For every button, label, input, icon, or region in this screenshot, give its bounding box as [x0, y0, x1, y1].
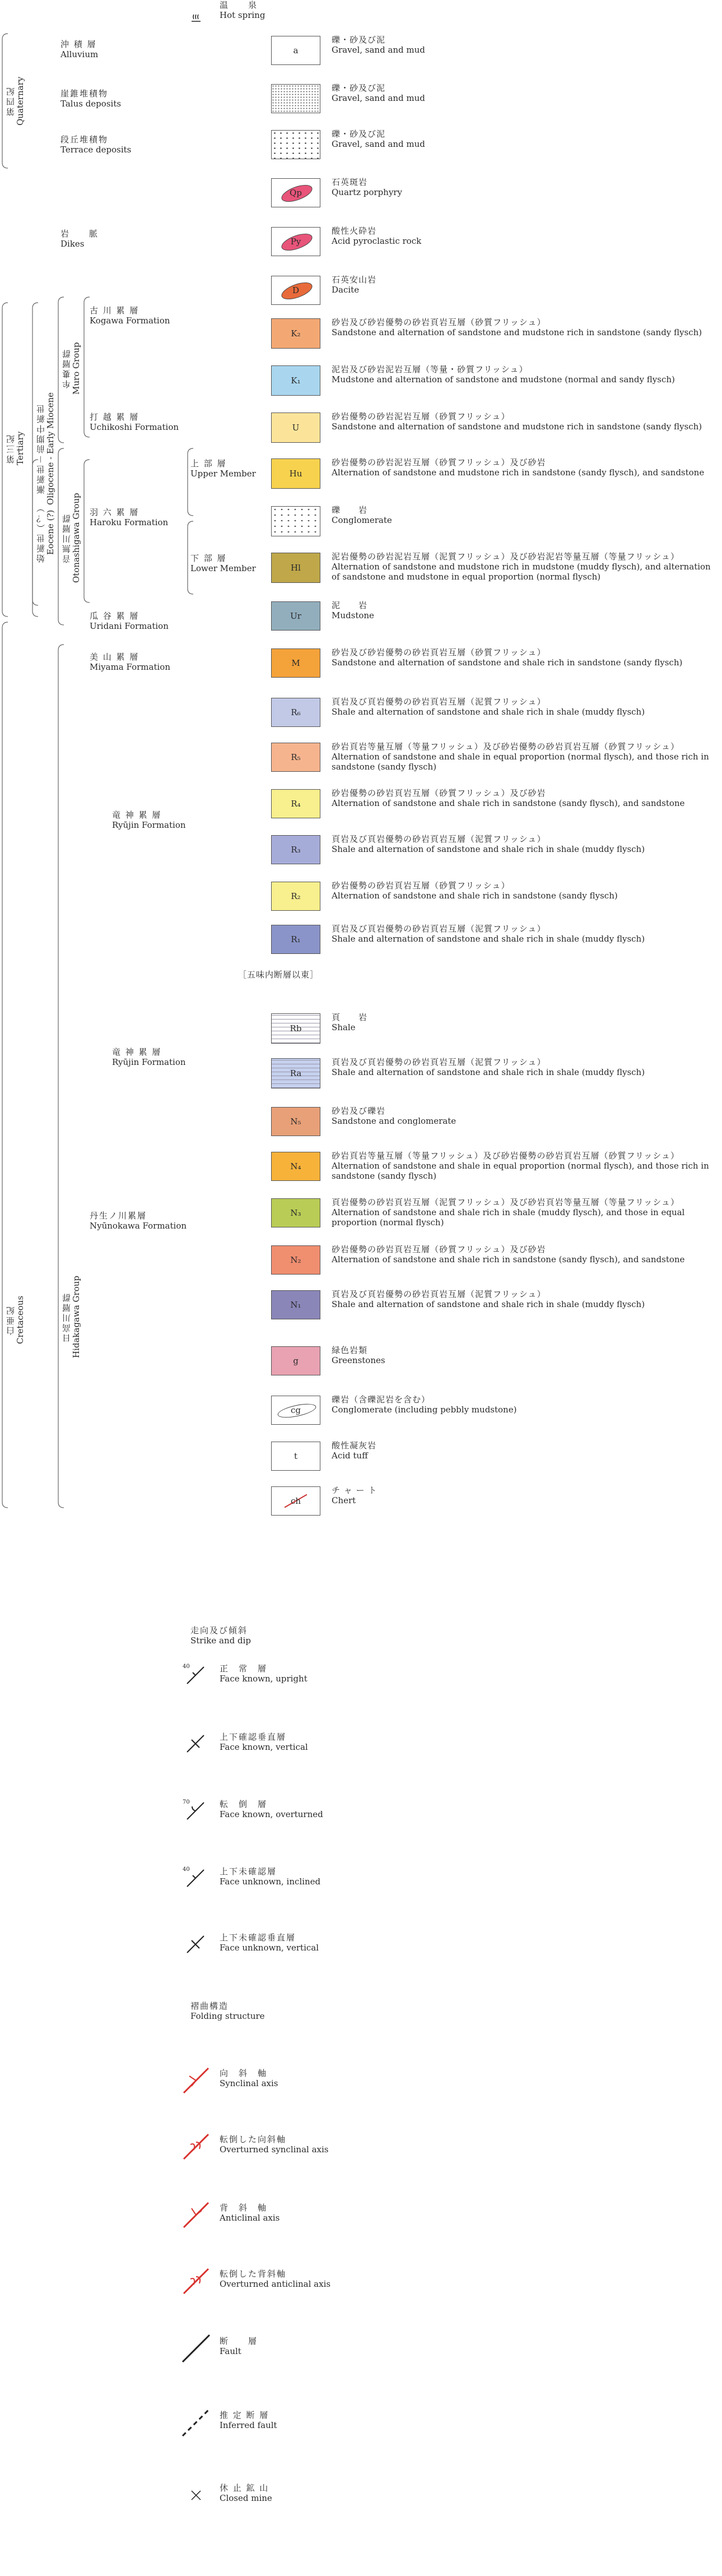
formation-haroku-en: Haroku Formation	[90, 517, 169, 527]
unit-desc-ja-20: 頁 岩	[332, 1012, 368, 1022]
formation-kogawa-ja: 古 川 累 層	[90, 305, 139, 316]
otonashigawa-en: Otonashigawa Group	[71, 493, 81, 583]
unit-desc-en-23: Alternation of sandstone and shale in equal proportion (normal flysch), and those rich in sandstone (sandy flysch)	[332, 1161, 709, 1181]
bracket-line	[58, 297, 64, 443]
unit-desc-en-30: Chert	[332, 1495, 356, 1505]
unit-code-30: ch	[290, 1496, 301, 1506]
unit-desc-en-3: Quartz porphyry	[332, 187, 402, 197]
formation-ryujin-en: Ryūjin Formation	[112, 820, 186, 830]
unit-code-18: R₂	[291, 891, 301, 901]
unit-desc-ja-12: 泥 岩	[332, 600, 368, 610]
unit-code-8: U	[292, 423, 300, 433]
unit-code-29: t	[294, 1451, 298, 1461]
formation-dikes-ja: 岩 脈	[60, 229, 99, 239]
unit-desc-en-18: Alternation of sandstone and shale rich in sandstone (sandy flysch)	[332, 891, 618, 901]
structure-fault-en: Fault	[220, 2346, 241, 2356]
formation-upper-ja: 上 部 層	[190, 458, 227, 469]
tertiary-en: Tertiary	[15, 431, 25, 466]
unit-desc-ja-19: 頁岩及び頁岩優勢の砂岩頁岩互層（泥質フリッシュ）	[332, 924, 546, 934]
bracket-line	[84, 297, 90, 437]
eocene-en: Eocene (?)	[45, 509, 55, 555]
unit-desc-ja-30: チ ャ ー ト	[332, 1485, 378, 1495]
formation-lower-ja: 下 部 層	[190, 553, 227, 563]
structure-anticline-en: Anticlinal axis	[220, 2213, 280, 2223]
unit-code-21: Ra	[290, 1068, 302, 1078]
unit-desc-en-28: Conglomerate (including pebbly mudstone)	[332, 1405, 517, 1415]
unit-desc-ja-15: 砂岩頁岩等量互層（等量フリッシュ）及び砂岩優勢の砂岩頁岩互層（砂質フリッシュ）	[332, 742, 680, 752]
unit-code-14: R₆	[291, 707, 301, 717]
structure-mine-en: Closed mine	[220, 2493, 272, 2503]
bracket-line	[188, 521, 193, 594]
formation-uchikoshi-ja: 打 越 累 層	[90, 412, 139, 422]
formation-dikes-en: Dikes	[60, 239, 85, 249]
bracket-line	[2, 34, 8, 168]
unit-desc-en-15: Alternation of sandstone and shale in equal proportion (normal flysch), and those rich in sandstone (sandy flysch)	[332, 752, 709, 772]
unit-desc-ja-6: 砂岩及び砂岩優勢の砂岩頁岩互層（砂質フリッシュ）	[332, 317, 546, 327]
unit-code-19: R₁	[291, 934, 301, 944]
bracket-line	[84, 460, 90, 603]
formation-upper-en: Upper Member	[190, 469, 256, 479]
formation-uchikoshi-en: Uchikoshi Formation	[90, 422, 179, 432]
tertiary-ja: 第三紀	[6, 433, 16, 464]
unit-desc-en-26: Shale and alternation of sandstone and shale rich in shale (muddy flysch)	[332, 1299, 645, 1309]
gomiuchi-fault-note: ［五味内断層以東］	[238, 970, 319, 980]
bracket-line	[2, 622, 8, 1508]
unit-desc-en-13: Sandstone and alternation of sandstone and shale rich in sandstone (sandy flysch)	[332, 657, 683, 668]
structure-overturned-ja: 転 倒 層	[220, 1799, 268, 1809]
unit-code-17: R₃	[291, 845, 301, 855]
formation-uridani-en: Uridani Formation	[90, 621, 169, 631]
unit-code-28: cg	[290, 1405, 301, 1415]
formation-terrace-en: Terrace deposits	[60, 145, 132, 155]
unit-code-24: N₃	[290, 1208, 301, 1218]
unit-desc-ja-4: 酸性火砕岩	[332, 226, 377, 236]
unit-desc-ja-24: 頁岩優勢の砂岩頁岩互層（泥質フリッシュ）及び砂岩頁岩等量互層（等量フリッシュ）	[332, 1197, 680, 1207]
structure-spring-en: Hot spring	[220, 10, 265, 20]
unit-desc-en-14: Shale and alternation of sandstone and shale rich in shale (muddy flysch)	[332, 707, 645, 717]
formation-lower-en: Lower Member	[190, 563, 256, 573]
structure-ov-syncline-en: Overturned synclinal axis	[220, 2144, 329, 2155]
unit-code-26: N₁	[290, 1300, 301, 1310]
formation-miyama-ja: 美 山 累 層	[90, 652, 139, 662]
unit-desc-en-25: Alternation of sandstone and shale rich in sandstone (sandy flysch), and sandstone	[332, 1254, 685, 1264]
structure-ov-anticline-en: Overturned anticlinal axis	[220, 2279, 331, 2289]
unit-code-23: N₄	[290, 1161, 301, 1171]
unit-desc-ja-0: 礫・砂及び泥	[332, 35, 386, 45]
unit-desc-ja-27: 緑色岩類	[332, 1345, 368, 1355]
hidakagawa-en: Hidakagawa Group	[71, 1276, 81, 1359]
unit-desc-ja-5: 石英安山岩	[332, 275, 377, 285]
unit-code-16: R₄	[291, 799, 301, 809]
unit-code-20: Rb	[290, 1023, 302, 1034]
unit-desc-en-20: Shale	[332, 1022, 356, 1032]
structure-inferred-en: Inferred fault	[220, 2420, 277, 2430]
unit-desc-ja-26: 頁岩及び頁岩優勢の砂岩頁岩互層（泥質フリッシュ）	[332, 1289, 546, 1299]
unit-desc-ja-21: 頁岩及び頁岩優勢の砂岩頁岩互層（泥質フリッシュ）	[332, 1057, 546, 1067]
unit-desc-ja-29: 酸性凝灰岩	[332, 1440, 377, 1451]
hidakagawa-ja: 日高川層群	[62, 1292, 72, 1342]
formation-talus-ja: 崖錐堆積物	[60, 89, 109, 99]
unit-code-27: g	[293, 1356, 299, 1366]
unit-desc-ja-2: 礫・砂及び泥	[332, 129, 386, 139]
structure-header-ja-0: 走向及び傾斜	[190, 1625, 248, 1636]
unit-code-22: N₅	[290, 1116, 301, 1127]
unit-desc-en-5: Dacite	[332, 285, 360, 295]
bracket-line	[188, 448, 193, 516]
structure-header-en-0: Strike and dip	[190, 1636, 251, 1646]
unit-desc-en-22: Sandstone and conglomerate	[332, 1116, 457, 1126]
bracket-line	[32, 460, 38, 605]
formation-terrace-ja: 段丘堆積物	[60, 135, 109, 145]
unit-code-13: M	[291, 658, 300, 668]
bracket-line	[58, 645, 64, 1508]
structure-inclined-en: Face unknown, inclined	[220, 1877, 321, 1887]
unit-desc-ja-25: 砂岩優勢の砂岩頁岩互層（砂質フリッシュ）及び砂岩	[332, 1244, 546, 1254]
formation-ryujin2-ja: 竜 神 累 層	[112, 1047, 162, 1057]
structure-mine-ja: 休 止 鉱 山	[220, 2483, 269, 2493]
dip-value: 40	[183, 1664, 190, 1670]
unit-desc-en-16: Alternation of sandstone and shale rich in sandstone (sandy flysch), and sandstone	[332, 798, 685, 808]
unit-desc-en-0: Gravel, sand and mud	[332, 45, 425, 55]
unit-desc-en-2: Gravel, sand and mud	[332, 139, 425, 149]
structure-inclined-ja: 上下未確認層	[220, 1866, 277, 1877]
structure-ov-anticline-ja: 転倒した背斜軸	[220, 2269, 287, 2279]
unit-desc-en-7: Mudstone and alternation of sandstone and mudstone (normal and sandy flysch)	[332, 374, 675, 384]
structure-upright-en: Face known, upright	[220, 1674, 308, 1684]
unit-desc-ja-16: 砂岩優勢の砂岩頁岩互層（砂質フリッシュ）及び砂岩	[332, 788, 546, 798]
structure-ov-syncline-ja: 転倒した向斜軸	[220, 2134, 287, 2144]
structure-inferred-ja: 推 定 断 層	[220, 2410, 269, 2420]
muro-en: Muro Group	[71, 342, 81, 395]
unit-desc-en-1: Gravel, sand and mud	[332, 93, 425, 103]
unit-desc-en-12: Mudstone	[332, 610, 374, 620]
structure-vertical-ja: 上下確認垂直層	[220, 1732, 287, 1742]
structure-spring-ja: 温 泉	[220, 0, 258, 10]
structure-syncline-ja: 向 斜 軸	[220, 2068, 268, 2078]
unit-desc-en-27: Greenstones	[332, 1355, 385, 1365]
eocene-ja: 始新世（？）	[36, 502, 46, 563]
formation-ryujin-ja: 竜 神 累 層	[112, 810, 162, 820]
formation-kogawa-en: Kogawa Formation	[90, 316, 170, 326]
muro-ja: 牟婁層群	[62, 348, 72, 389]
unit-desc-ja-9: 砂岩優勢の砂岩泥岩互層（砂質フリッシュ）及び砂岩	[332, 457, 546, 467]
quaternary-en: Quaternary	[15, 76, 25, 126]
unit-desc-ja-13: 砂岩及び砂岩優勢の砂岩頁岩互層（砂質フリッシュ）	[332, 647, 546, 657]
formation-miyama-en: Miyama Formation	[90, 662, 170, 672]
oligo-mio-en: Oligocene - Early Miocene	[45, 392, 55, 505]
unit-desc-en-21: Shale and alternation of sandstone and shale rich in shale (muddy flysch)	[332, 1067, 645, 1077]
unit-code-15: R₅	[291, 752, 301, 762]
structure-syncline-en: Synclinal axis	[220, 2078, 278, 2088]
unit-desc-ja-28: 礫岩（含礫泥岩を含む）	[332, 1394, 431, 1405]
unit-code-5: D	[292, 285, 300, 295]
unit-code-0: a	[293, 45, 299, 55]
unit-desc-en-10: Conglomerate	[332, 515, 392, 525]
dip-value: 70	[183, 1799, 190, 1805]
bracket-line	[2, 303, 8, 617]
structure-fault-ja: 断 層	[220, 2336, 258, 2346]
unit-code-3: Qp	[290, 188, 302, 198]
unit-code-6: K₂	[291, 328, 301, 339]
unit-desc-en-24: Alternation of sandstone and shale rich in shale (muddy flysch), and those in equal proportion (normal flysch)	[332, 1207, 685, 1227]
unit-desc-en-9: Alternation of sandstone and mudstone rich in sandstone (sandy flysch), and sandstone	[332, 467, 705, 478]
unit-desc-ja-11: 泥岩優勢の砂岩泥岩互層（泥質フリッシュ）及び砂岩泥岩等量互層（等量フリッシュ）	[332, 552, 680, 562]
unit-desc-en-17: Shale and alternation of sandstone and shale rich in shale (muddy flysch)	[332, 844, 645, 854]
unit-desc-en-4: Acid pyroclastic rock	[332, 236, 422, 246]
unit-desc-ja-1: 礫・砂及び泥	[332, 83, 386, 93]
formation-nyunokawa-en: Nyūnokawa Formation	[90, 1221, 187, 1231]
cretaceous-en: Cretaceous	[15, 1295, 25, 1345]
unit-desc-ja-23: 砂岩頁岩等量互層（等量フリッシュ）及び砂岩優勢の砂岩頁岩互層（砂質フリッシュ）	[332, 1151, 680, 1161]
unit-desc-en-29: Acid tuff	[332, 1451, 368, 1461]
structure-vertical-en: Face known, vertical	[220, 1742, 308, 1752]
unit-desc-en-19: Shale and alternation of sandstone and shale rich in shale (muddy flysch)	[332, 934, 645, 944]
unit-code-7: K₁	[291, 376, 301, 386]
structure-anticline-ja: 背 斜 軸	[220, 2203, 268, 2213]
structure-overturned-en: Face known, overturned	[220, 1809, 323, 1819]
unit-desc-ja-22: 砂岩及び礫岩	[332, 1106, 386, 1116]
unit-desc-en-6: Sandstone and alternation of sandstone and mudstone rich in sandstone (sandy flysch)	[332, 327, 702, 337]
unit-desc-ja-7: 泥岩及び砂岩泥岩互層（等量・砂質フリッシュ）	[332, 364, 528, 374]
quaternary-ja: 第四紀	[6, 86, 16, 116]
unit-desc-ja-18: 砂岩優勢の砂岩頁岩互層（砂質フリッシュ）	[332, 881, 510, 891]
oligo-mio-ja: 漸新世－前期中新世	[36, 403, 46, 494]
unit-code-12: Ur	[290, 611, 301, 621]
structure-unk-vertical-en: Face unknown, vertical	[220, 1943, 319, 1953]
structure-header-ja-6: 褶曲構造	[190, 2001, 229, 2011]
unit-code-11: Hl	[291, 563, 301, 573]
unit-desc-ja-8: 砂岩優勢の砂岩泥岩互層（砂質フリッシュ）	[332, 411, 510, 421]
formation-alluvium-en: Alluvium	[60, 49, 99, 59]
structure-upright-ja: 正 常 層	[220, 1664, 268, 1674]
unit-code-9: Hu	[289, 469, 302, 479]
otonashigawa-ja: 音無川層群	[62, 513, 72, 563]
unit-desc-en-11: Alternation of sandstone and mudstone rich in mudstone (muddy flysch), and alternation of sandstone and mudstone in equal proportion (normal flysch)	[332, 562, 711, 582]
structure-header-en-6: Folding structure	[190, 2011, 265, 2021]
formation-haroku-ja: 羽 六 累 層	[90, 507, 139, 517]
cretaceous-ja: 白亜紀	[6, 1305, 16, 1335]
formation-ryujin2-en: Ryūjin Formation	[112, 1057, 186, 1067]
unit-code-25: N₂	[290, 1255, 301, 1265]
bracket-line	[58, 448, 64, 625]
formation-nyunokawa-ja: 丹生ノ川累層	[90, 1211, 147, 1221]
formation-talus-en: Talus deposits	[60, 99, 122, 109]
unit-desc-ja-14: 頁岩及び頁岩優勢の砂岩頁岩互層（泥質フリッシュ）	[332, 697, 546, 707]
unit-desc-ja-10: 礫 岩	[332, 505, 368, 515]
formation-uridani-ja: 瓜 谷 累 層	[90, 611, 139, 621]
unit-desc-en-8: Sandstone and alternation of sandstone and mudstone rich in sandstone (sandy flysch)	[332, 421, 702, 432]
structure-unk-vertical-ja: 上下未確認垂直層	[220, 1933, 296, 1943]
dip-value: 40	[183, 1866, 190, 1873]
unit-desc-ja-17: 頁岩及び頁岩優勢の砂岩頁岩互層（泥質フリッシュ）	[332, 834, 546, 844]
unit-desc-ja-3: 石英斑岩	[332, 177, 368, 187]
formation-alluvium-ja: 沖 積 層	[60, 39, 97, 49]
unit-code-4: Py	[290, 237, 301, 247]
